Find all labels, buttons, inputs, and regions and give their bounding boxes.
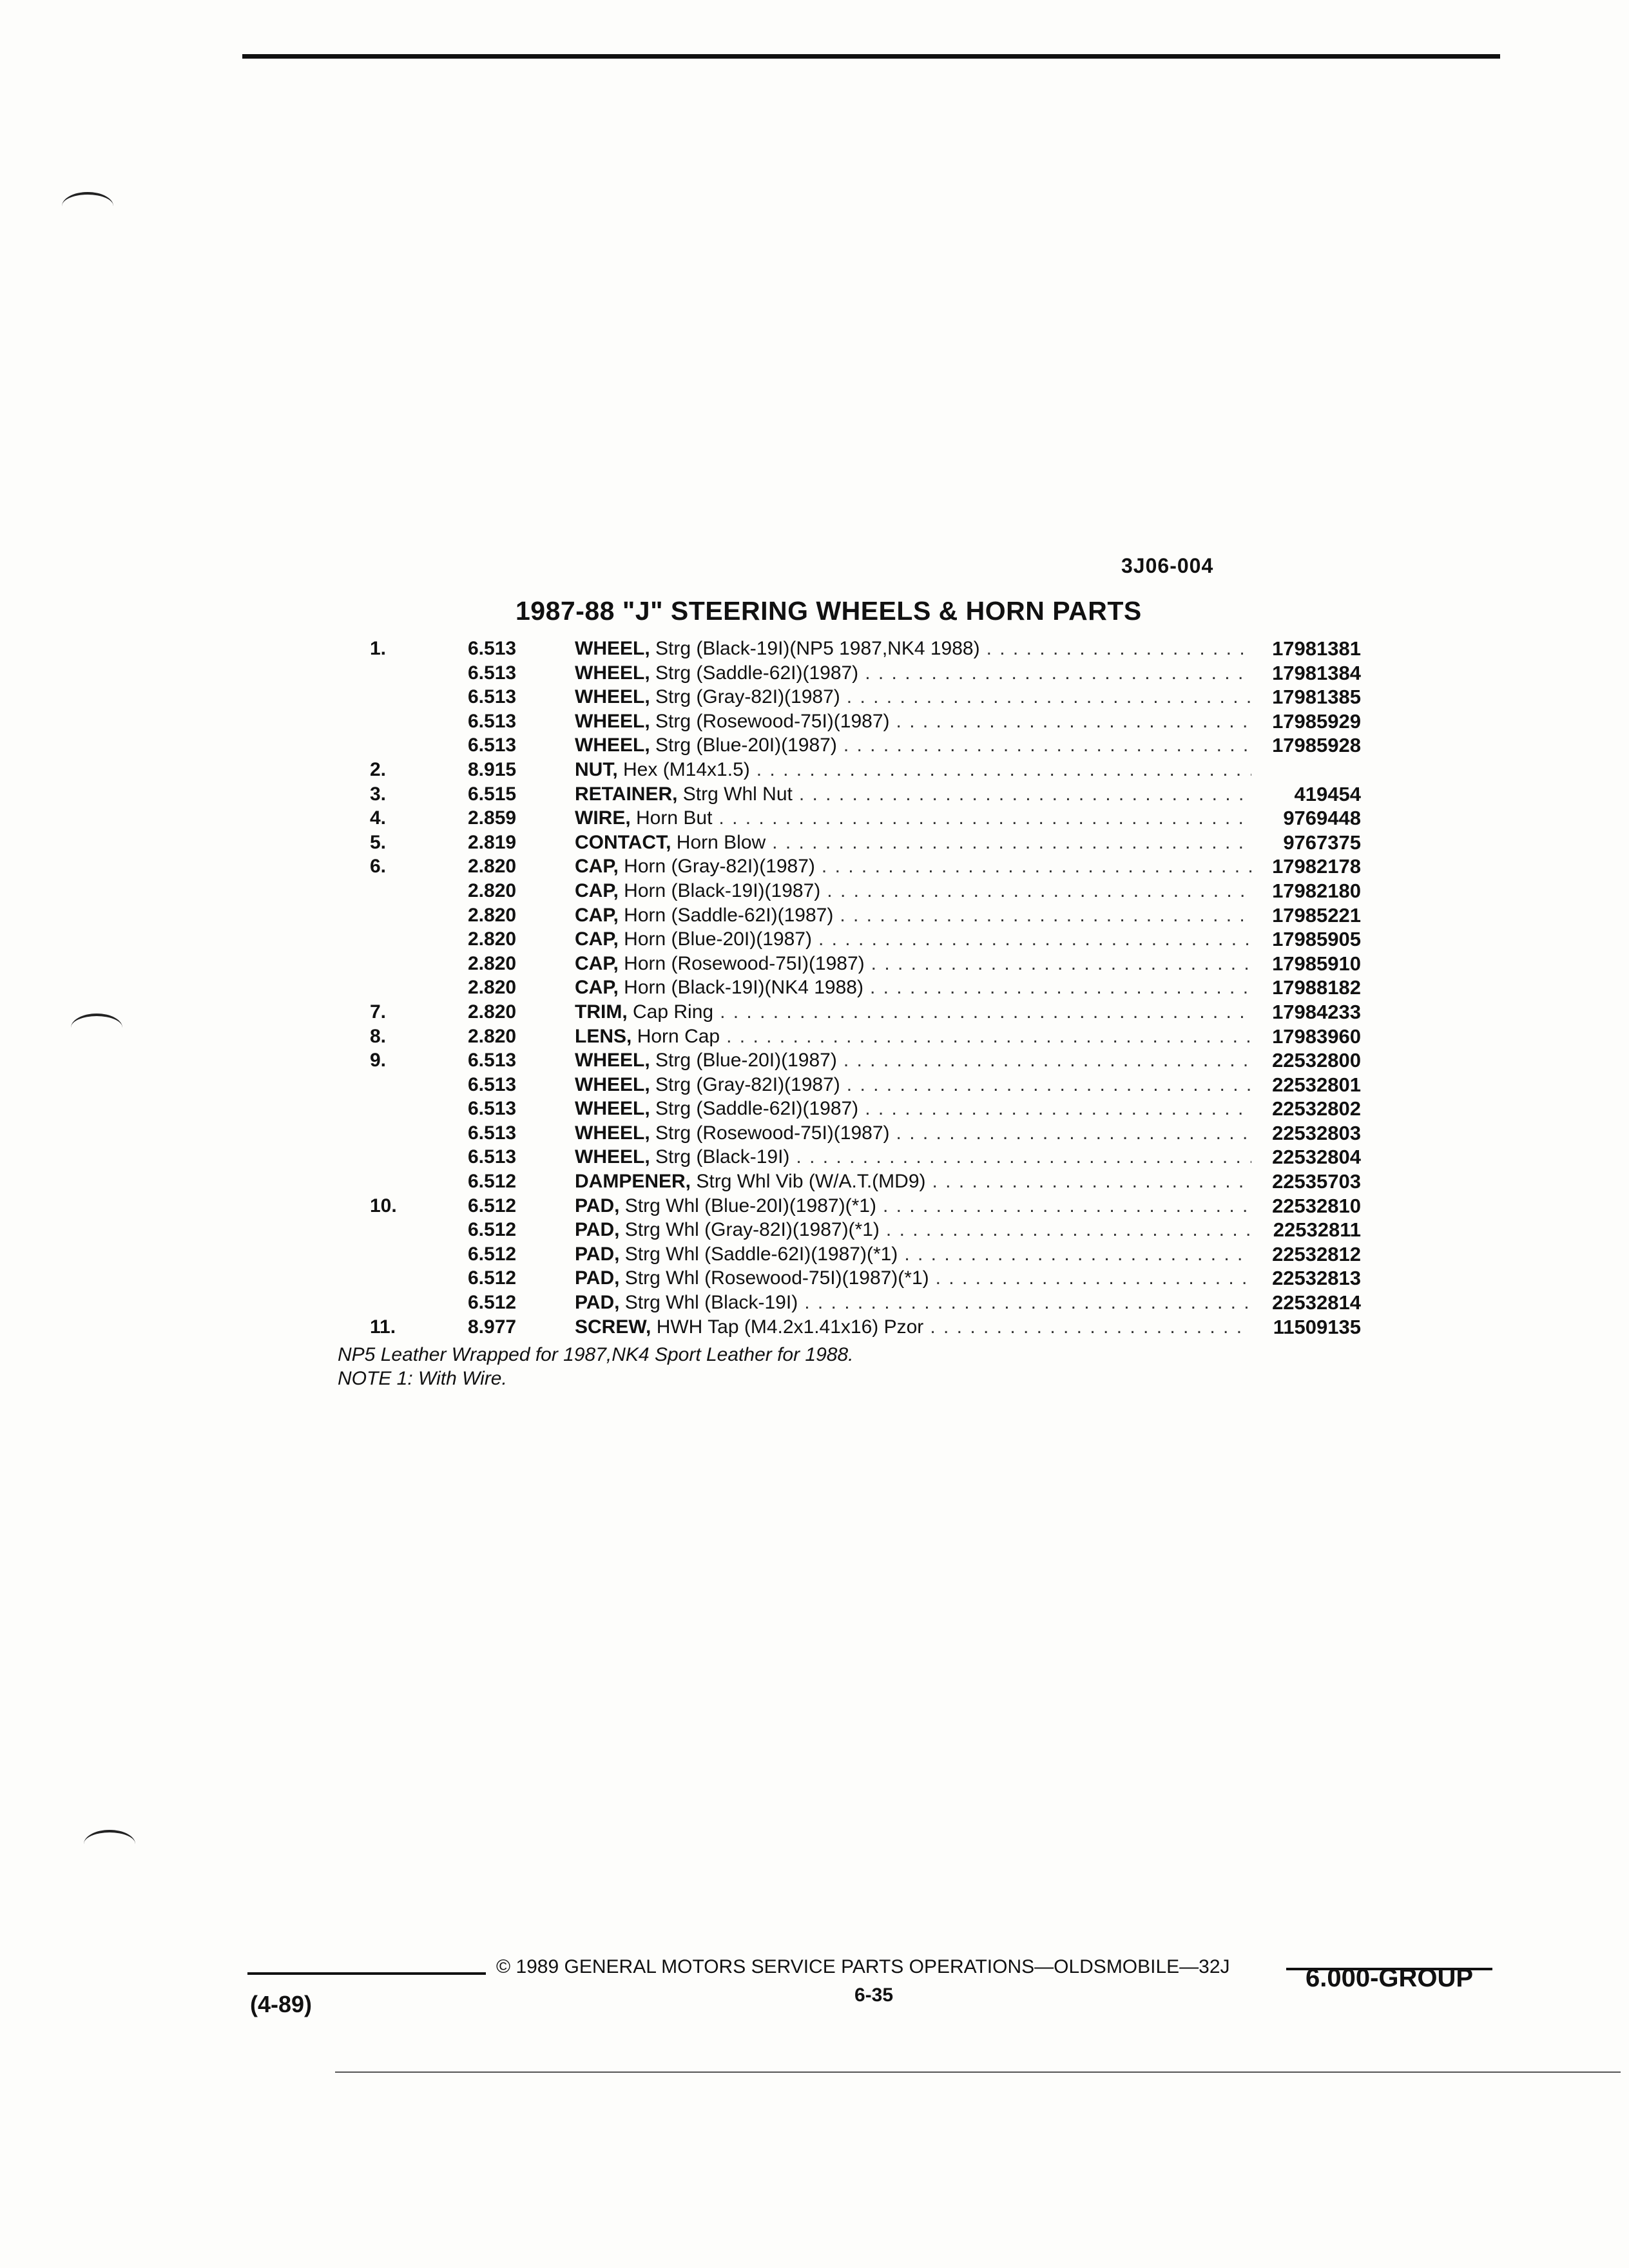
note-line: NP5 Leather Wrapped for 1987,NK4 Sport Leather for 1988. <box>338 1344 854 1365</box>
leader-dots <box>923 1315 1251 1340</box>
leader-dots <box>926 1169 1251 1194</box>
group-number: 6.513 <box>468 1050 517 1072</box>
ref-number: 5. <box>370 831 387 853</box>
part-row <box>348 806 1379 831</box>
leader-dots <box>820 879 1251 903</box>
part-name: SCREW, <box>575 1316 651 1338</box>
leader-dots <box>789 1145 1251 1169</box>
part-number: 22532810 <box>1272 1194 1361 1217</box>
part-name: WHEEL, <box>575 1146 650 1168</box>
part-number: 419454 <box>1294 782 1361 805</box>
part-detail: Strg Whl (Rosewood-75I)(1987)(*1) <box>624 1267 929 1289</box>
part-number: 17988182 <box>1272 976 1361 999</box>
part-description <box>575 637 1251 661</box>
group-label: 6.000-GROUP <box>1306 1964 1474 1992</box>
part-number: 9769448 <box>1283 807 1361 830</box>
leader-dots <box>833 903 1251 928</box>
part-number: 22532800 <box>1272 1049 1361 1072</box>
part-description <box>575 1097 1251 1121</box>
part-row <box>348 661 1379 686</box>
leader-dots <box>750 758 1251 782</box>
part-number: 17982180 <box>1272 879 1361 902</box>
part-name: CAP, <box>575 879 619 901</box>
part-number: 22532812 <box>1272 1242 1361 1265</box>
ref-number: 9. <box>370 1050 387 1072</box>
ref-number: 1. <box>370 638 387 659</box>
part-row <box>348 1121 1379 1146</box>
group-number: 6.512 <box>468 1171 517 1193</box>
margin-mark <box>71 1014 122 1042</box>
leader-dots <box>840 685 1251 709</box>
part-number: 22532803 <box>1272 1121 1361 1144</box>
group-number: 6.513 <box>468 686 517 708</box>
leader-dots <box>858 661 1251 686</box>
group-number: 6.512 <box>468 1195 517 1216</box>
part-name: WHEEL, <box>575 735 650 756</box>
part-description <box>575 1000 1251 1024</box>
part-detail: Strg (Rosewood-75I)(1987) <box>655 710 890 732</box>
part-description <box>575 927 1251 952</box>
parts-list <box>348 637 1379 1339</box>
group-number: 6.513 <box>468 1146 517 1168</box>
part-detail: Horn But <box>636 807 713 829</box>
group-number: 2.820 <box>468 1025 517 1047</box>
part-row <box>348 1169 1379 1194</box>
part-row <box>348 758 1379 782</box>
part-name: CAP, <box>575 904 619 926</box>
ref-number: 4. <box>370 807 387 829</box>
part-number: 17982178 <box>1272 855 1361 878</box>
part-description <box>575 1145 1251 1169</box>
part-number: 17983960 <box>1272 1024 1361 1048</box>
part-row <box>348 952 1379 976</box>
leader-dots <box>929 1266 1251 1291</box>
group-number: 6.512 <box>468 1267 517 1289</box>
part-name: PAD, <box>575 1292 620 1314</box>
part-row <box>348 1000 1379 1024</box>
part-number: 22532801 <box>1272 1073 1361 1096</box>
part-name: WHEEL, <box>575 662 650 684</box>
part-row <box>348 1024 1379 1049</box>
part-detail: Strg (Black-19I)(NP5 1987,NK4 1988) <box>655 638 980 659</box>
leader-dots <box>898 1242 1251 1267</box>
part-name: CAP, <box>575 928 619 950</box>
part-name: RETAINER, <box>575 783 678 805</box>
part-row <box>348 879 1379 903</box>
part-description <box>575 854 1251 879</box>
part-detail: Horn (Black-19I)(1987) <box>624 879 821 901</box>
part-detail: Strg Whl (Gray-82I)(1987)(*1) <box>624 1219 880 1241</box>
part-detail: Strg (Blue-20I)(1987) <box>655 1050 837 1072</box>
part-number: 22532811 <box>1273 1218 1361 1242</box>
part-description <box>575 758 1251 782</box>
leader-dots <box>863 975 1251 1000</box>
leader-dots <box>812 927 1251 952</box>
leader-dots <box>766 831 1251 855</box>
part-number: 17985928 <box>1272 734 1361 757</box>
part-detail: Strg Whl (Black-19I) <box>624 1292 798 1314</box>
group-number: 2.820 <box>468 856 517 878</box>
group-number: 6.513 <box>468 1122 517 1144</box>
part-row <box>348 637 1379 661</box>
group-number: 8.977 <box>468 1316 517 1338</box>
part-name: PAD, <box>575 1219 620 1241</box>
part-name: PAD, <box>575 1267 620 1289</box>
part-row <box>348 1242 1379 1267</box>
part-description <box>575 1121 1251 1146</box>
part-detail: Strg (Rosewood-75I)(1987) <box>655 1122 890 1144</box>
ref-number: 8. <box>370 1025 387 1047</box>
part-description <box>575 1315 1251 1340</box>
part-name: WHEEL, <box>575 1098 650 1120</box>
part-row <box>348 733 1379 758</box>
part-number: 9767375 <box>1283 831 1361 854</box>
part-description <box>575 1242 1251 1267</box>
part-description <box>575 1024 1251 1049</box>
group-number: 2.820 <box>468 1001 517 1023</box>
leader-dots <box>890 1121 1251 1146</box>
part-description <box>575 1169 1251 1194</box>
part-name: TRIM, <box>575 1001 628 1023</box>
part-number: 17985905 <box>1272 928 1361 951</box>
leader-dots <box>815 854 1251 879</box>
part-row <box>348 927 1379 952</box>
part-detail: Strg (Gray-82I)(1987) <box>655 1073 840 1095</box>
part-detail: Horn Blow <box>676 831 766 853</box>
leader-dots <box>840 1073 1251 1097</box>
group-number: 8.915 <box>468 758 517 780</box>
leader-dots <box>798 1291 1251 1315</box>
part-detail: Horn (Rosewood-75I)(1987) <box>624 952 865 974</box>
leader-dots <box>720 1024 1251 1049</box>
part-detail: Strg (Gray-82I)(1987) <box>655 686 840 708</box>
part-row <box>348 1315 1379 1340</box>
group-number: 2.820 <box>468 879 517 901</box>
part-detail: Strg Whl (Blue-20I)(1987)(*1) <box>624 1195 876 1216</box>
part-detail: Hex (M14x1.5) <box>623 758 750 780</box>
group-number: 6.513 <box>468 735 517 756</box>
part-number: 17984233 <box>1272 1000 1361 1023</box>
group-number: 6.513 <box>468 662 517 684</box>
page-number: 6-35 <box>854 1984 894 2006</box>
part-detail: Horn Cap <box>637 1025 720 1047</box>
part-row <box>348 975 1379 1000</box>
part-name: CAP, <box>575 856 619 878</box>
part-row <box>348 1291 1379 1315</box>
part-number: 17985910 <box>1272 952 1361 975</box>
part-description <box>575 661 1251 686</box>
leader-dots <box>865 952 1251 976</box>
part-row <box>348 685 1379 709</box>
footer-rule <box>247 1972 486 1975</box>
group-number: 6.512 <box>468 1243 517 1265</box>
part-description <box>575 1218 1251 1242</box>
leader-dots <box>793 782 1251 807</box>
part-row <box>348 1073 1379 1097</box>
part-row <box>348 1218 1379 1242</box>
group-number: 2.820 <box>468 977 517 999</box>
part-row <box>348 1266 1379 1291</box>
ref-number: 7. <box>370 1001 387 1023</box>
part-name: WHEEL, <box>575 710 650 732</box>
part-description <box>575 831 1251 855</box>
part-name: PAD, <box>575 1195 620 1216</box>
catalog-code: 3J06-004 <box>1121 554 1214 577</box>
part-description <box>575 1073 1251 1097</box>
part-description <box>575 952 1251 976</box>
leader-dots <box>712 806 1251 831</box>
group-number: 6.515 <box>468 783 517 805</box>
part-description <box>575 685 1251 709</box>
group-number: 6.513 <box>468 1098 517 1120</box>
part-row <box>348 903 1379 928</box>
part-description <box>575 733 1251 758</box>
part-name: DAMPENER, <box>575 1171 691 1193</box>
part-row <box>348 854 1379 879</box>
part-name: CAP, <box>575 952 619 974</box>
group-number: 6.513 <box>468 710 517 732</box>
part-name: CONTACT, <box>575 831 671 853</box>
margin-mark <box>84 1830 135 1858</box>
part-description <box>575 975 1251 1000</box>
part-number: 11509135 <box>1273 1315 1361 1338</box>
part-number: 17981381 <box>1272 637 1361 660</box>
part-description <box>575 709 1251 734</box>
leader-dots <box>880 1218 1251 1242</box>
part-name: WHEEL, <box>575 686 650 708</box>
part-number: 22532813 <box>1272 1267 1361 1290</box>
part-detail: Horn (Black-19I)(NK4 1988) <box>624 977 863 999</box>
group-number: 6.512 <box>468 1292 517 1314</box>
leader-dots <box>890 709 1251 734</box>
part-row <box>348 782 1379 807</box>
part-name: PAD, <box>575 1243 620 1265</box>
part-detail: Strg (Saddle-62I)(1987) <box>655 662 859 684</box>
group-number: 6.513 <box>468 1073 517 1095</box>
part-name: WIRE, <box>575 807 631 829</box>
part-description <box>575 782 1251 807</box>
part-number: 22532814 <box>1272 1291 1361 1314</box>
ref-number: 6. <box>370 856 387 878</box>
part-name: LENS, <box>575 1025 632 1047</box>
part-description <box>575 806 1251 831</box>
leader-dots <box>876 1194 1251 1218</box>
part-detail: Strg Whl Vib (W/A.T.(MD9) <box>696 1171 926 1193</box>
page-title: 1987-88 "J" STEERING WHEELS & HORN PARTS <box>516 596 1142 626</box>
part-detail: HWH Tap (M4.2x1.41x16) Pzor <box>656 1316 924 1338</box>
group-number: 2.820 <box>468 928 517 950</box>
group-number: 2.820 <box>468 952 517 974</box>
leader-dots <box>858 1097 1251 1121</box>
part-detail: Cap Ring <box>633 1001 714 1023</box>
ref-number: 3. <box>370 783 387 805</box>
date-code: (4-89) <box>250 1991 313 2017</box>
notes <box>338 1343 854 1390</box>
ref-number: 10. <box>370 1195 397 1216</box>
group-number: 2.819 <box>468 831 517 853</box>
part-name: CAP, <box>575 977 619 999</box>
leader-dots <box>980 637 1251 661</box>
part-detail: Strg (Saddle-62I)(1987) <box>655 1098 859 1120</box>
copyright: © 1989 GENERAL MOTORS SERVICE PARTS OPERATIONS—OLDSMOBILE—32J <box>496 1956 1230 1977</box>
part-row <box>348 831 1379 855</box>
ref-number: 2. <box>370 758 387 780</box>
group-number: 6.513 <box>468 638 517 659</box>
group-number: 2.859 <box>468 807 517 829</box>
part-description <box>575 879 1251 903</box>
part-detail: Horn (Gray-82I)(1987) <box>624 856 815 878</box>
part-number: 17985221 <box>1272 903 1361 927</box>
part-detail: Strg Whl Nut <box>682 783 793 805</box>
part-row <box>348 1194 1379 1218</box>
part-name: WHEEL, <box>575 1050 650 1072</box>
part-description <box>575 1194 1251 1218</box>
part-description <box>575 903 1251 928</box>
part-detail: Strg (Blue-20I)(1987) <box>655 735 837 756</box>
part-description <box>575 1048 1251 1073</box>
part-number: 17985929 <box>1272 709 1361 733</box>
part-description <box>575 1266 1251 1291</box>
part-row <box>348 1145 1379 1169</box>
top-rule <box>242 54 1500 59</box>
part-detail: Strg Whl (Saddle-62I)(1987)(*1) <box>624 1243 898 1265</box>
part-number: 22532804 <box>1272 1146 1361 1169</box>
part-number: 22532802 <box>1272 1097 1361 1120</box>
part-detail: Strg (Black-19I) <box>655 1146 790 1168</box>
group-number: 6.512 <box>468 1219 517 1241</box>
ref-number: 11. <box>370 1316 396 1338</box>
leader-dots <box>837 1048 1251 1073</box>
part-name: NUT, <box>575 758 618 780</box>
part-name: WHEEL, <box>575 638 650 659</box>
part-name: WHEEL, <box>575 1122 650 1144</box>
note-line: NOTE 1: With Wire. <box>338 1368 507 1389</box>
leader-dots <box>713 1000 1251 1024</box>
part-number: 17981384 <box>1272 661 1361 684</box>
part-number: 17981385 <box>1272 686 1361 709</box>
margin-mark <box>62 192 113 220</box>
part-number: 22535703 <box>1272 1170 1361 1193</box>
part-detail: Horn (Saddle-62I)(1987) <box>624 904 834 926</box>
group-number: 2.820 <box>468 904 517 926</box>
part-row <box>348 709 1379 734</box>
bottom-rule <box>335 2071 1621 2073</box>
leader-dots <box>837 733 1251 758</box>
part-name: WHEEL, <box>575 1073 650 1095</box>
part-row <box>348 1048 1379 1073</box>
part-detail: Horn (Blue-20I)(1987) <box>624 928 812 950</box>
part-row <box>348 1097 1379 1121</box>
part-description <box>575 1291 1251 1315</box>
